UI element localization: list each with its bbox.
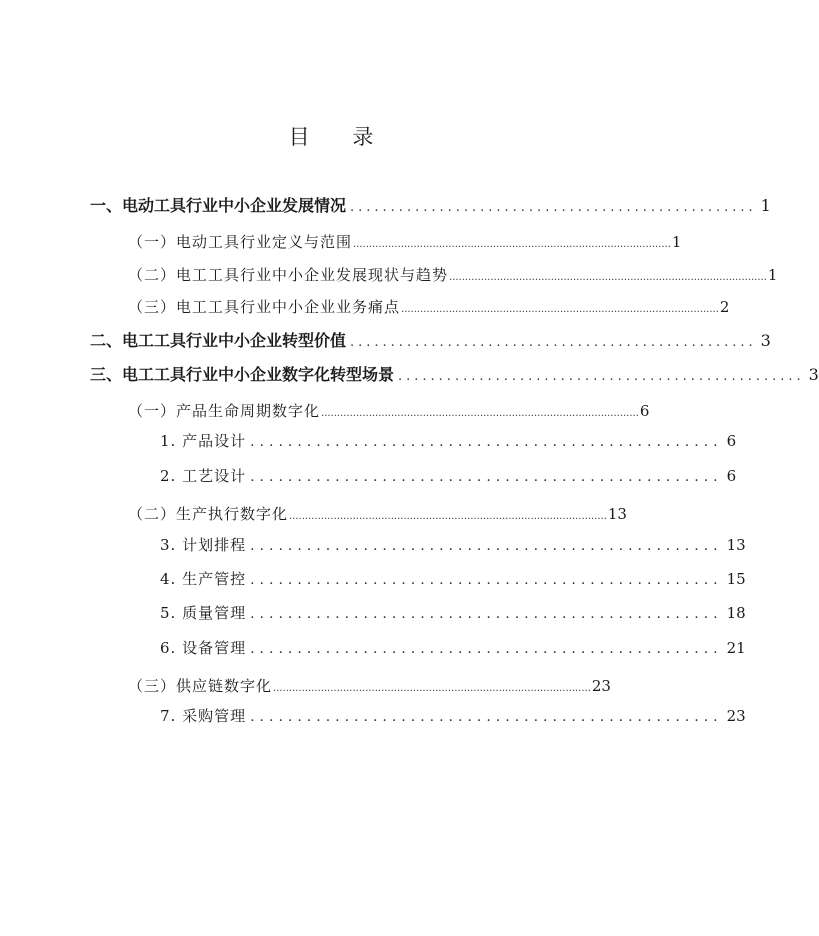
dot-leader: ..................................................	[250, 538, 723, 554]
toc-entry-label: 3. 计划排程	[160, 536, 247, 554]
toc-entry-page: 2	[719, 298, 730, 316]
toc-entry-page: 18	[726, 604, 746, 622]
toc-entry-page: 21	[726, 639, 746, 657]
toc-entry[interactable]	[128, 231, 682, 252]
dot-leader: ..................................................	[350, 335, 757, 350]
toc-entry-page: 6	[726, 432, 737, 450]
toc-entry[interactable]	[128, 503, 627, 524]
toc-entry-page: 13	[726, 536, 746, 554]
toc-entry-label: （三）电工工具行业中小企业业务痛点	[128, 298, 401, 316]
dot-leader: ....................................................................................................	[401, 304, 719, 315]
toc-entry[interactable]	[160, 568, 746, 589]
toc-entry-label: 6. 设备管理	[160, 639, 247, 657]
dot-leader: ....................................................................................................	[273, 683, 591, 694]
dot-leader: ..................................................	[250, 709, 723, 725]
toc-entry[interactable]	[128, 400, 650, 421]
toc-entry[interactable]	[160, 637, 746, 658]
toc-entry[interactable]	[160, 465, 737, 486]
toc-entry-label: 1. 产品设计	[160, 432, 247, 450]
toc-entry[interactable]	[128, 296, 730, 317]
toc-entry-page: 1	[767, 266, 778, 284]
dot-leader: ....................................................................................................	[449, 272, 767, 283]
toc-entry-page: 23	[591, 677, 611, 695]
toc-entry-label: 5. 质量管理	[160, 604, 247, 622]
dot-leader: ....................................................................................................	[353, 239, 671, 250]
toc-entry[interactable]	[128, 675, 611, 696]
toc-entry-label: 7. 采购管理	[160, 707, 247, 725]
toc-entry-label: 4. 生产管控	[160, 570, 247, 588]
toc-entry[interactable]	[160, 534, 746, 555]
toc-entry-label: （一）产品生命周期数字化	[128, 402, 321, 420]
dot-leader: ..................................................	[398, 369, 805, 384]
toc-entry-label: 2. 工艺设计	[160, 467, 247, 485]
dot-leader: ..................................................	[250, 572, 723, 588]
toc-entry-page: 23	[726, 707, 746, 725]
dot-leader: ..................................................	[250, 469, 723, 485]
toc-entry-label: （三）供应链数字化	[128, 677, 273, 695]
toc-entry-page: 1	[760, 196, 771, 215]
toc-entry-page: 3	[760, 331, 771, 350]
toc-entry-page: 6	[639, 402, 650, 420]
toc-entry-label: （二）电工工具行业中小企业发展现状与趋势	[128, 266, 449, 284]
toc-entry[interactable]	[128, 264, 778, 285]
toc-entry-page: 6	[726, 467, 737, 485]
toc-entry-label: （二）生产执行数字化	[128, 505, 289, 523]
toc-entry-page: 15	[726, 570, 746, 588]
toc-entry[interactable]	[160, 705, 746, 726]
dot-leader: ..................................................	[250, 606, 723, 622]
dot-leader: ....................................................................................................	[321, 408, 639, 419]
toc-entry[interactable]	[90, 328, 771, 351]
toc-entry[interactable]	[160, 602, 746, 623]
toc-entry-page: 3	[808, 365, 819, 384]
dot-leader: ..................................................	[250, 434, 723, 450]
toc-entry-label: 三、电工工具行业中小企业数字化转型场景	[90, 365, 395, 384]
toc-entry-page: 13	[607, 505, 627, 523]
toc-entry-label: 一、电动工具行业中小企业发展情况	[90, 196, 347, 215]
toc-entry-label: （一）电动工具行业定义与范围	[128, 233, 353, 251]
dot-leader: ....................................................................................................	[289, 511, 607, 522]
dot-leader: ..................................................	[250, 641, 723, 657]
toc-entry-page: 1	[671, 233, 682, 251]
toc-entry[interactable]	[90, 193, 771, 216]
toc-entry[interactable]	[90, 362, 819, 385]
toc-entry[interactable]	[160, 430, 737, 451]
dot-leader: ..................................................	[350, 200, 757, 215]
page-title: 目 录	[288, 125, 392, 149]
toc-entry-label: 二、电工工具行业中小企业转型价值	[90, 331, 347, 350]
